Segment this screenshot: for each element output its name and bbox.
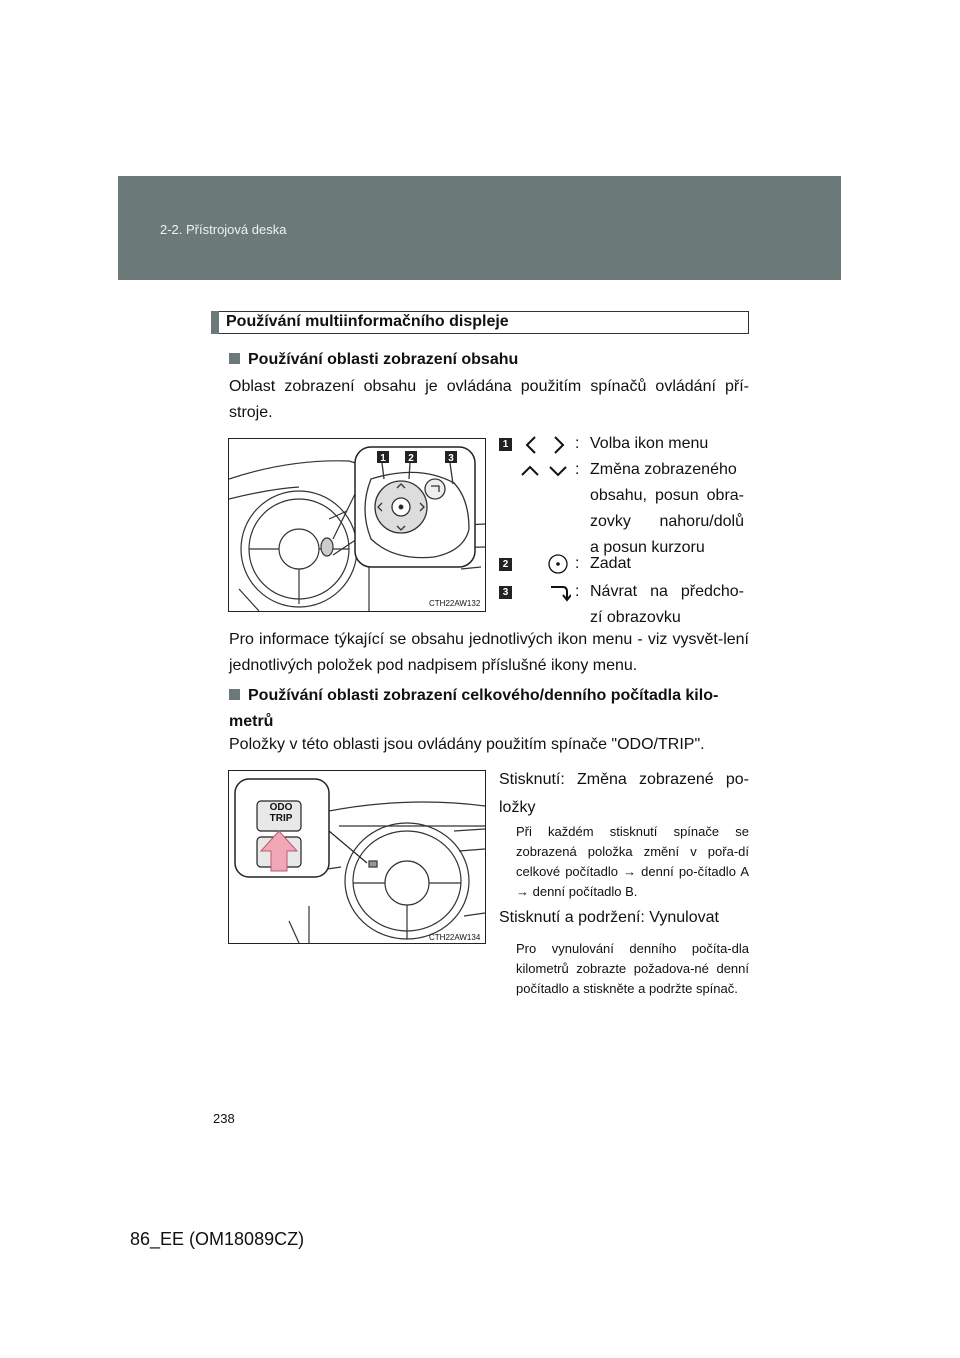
item-colon: :	[575, 435, 580, 452]
item-colon: :	[575, 583, 580, 600]
item-colon: :	[575, 461, 580, 478]
item-1	[499, 431, 749, 457]
subsection-heading-2: Používání oblasti zobrazení celkového/denního počítadla kilo-metrů	[229, 687, 719, 730]
subsection-paragraph-2: Položky v této oblasti jsou ovládány použitím spínače "ODO/TRIP".	[229, 736, 705, 753]
svg-text:1: 1	[380, 453, 386, 464]
square-bullet-icon	[229, 353, 240, 364]
chapter-title: 2-2. Přístrojová deska	[160, 222, 287, 237]
hold-description: Stisknutí a podržení: Vynulovat	[499, 909, 719, 926]
item-3	[499, 579, 749, 631]
subsection-note-1: Pro informace týkající se obsahu jednotlivých ikon menu - viz vysvět-lení jednotlivých položek pod nadpisem příslušné ikony menu.	[229, 631, 749, 674]
figure-code: CTH22AW132	[429, 599, 481, 608]
odo-trip-button-label	[259, 802, 303, 824]
left-right-arrows-icon	[523, 435, 569, 455]
item-line: zí obrazovku	[590, 609, 681, 626]
item-text-lines	[590, 457, 744, 561]
item-text: Volba ikon menu	[590, 435, 709, 452]
back-arrow-icon	[547, 582, 571, 602]
item-line: zovky nahoru/dolů	[590, 513, 744, 530]
svg-text:2: 2	[408, 453, 414, 464]
item-2	[499, 551, 749, 577]
svg-text:3: 3	[448, 453, 454, 464]
item-text-lines	[590, 579, 744, 631]
item-line: Návrat na předcho-	[590, 583, 744, 600]
item-line: a posun kurzoru	[590, 539, 705, 556]
item-colon: :	[575, 555, 580, 572]
section-title: Používání multiinformačního displeje	[226, 313, 509, 330]
hold-note: Pro vynulování denního počíta-dla kilometrů zobrazte požadova-né denní počítadlo a stiskněte a podržte spínač.	[516, 941, 749, 996]
item-1b	[499, 457, 749, 561]
odo-trip-illustration	[229, 771, 485, 943]
subsection-heading-1: Používání oblasti zobrazení obsahu	[229, 351, 749, 369]
item-text: Zadat	[590, 555, 631, 572]
item-number-badge: 2	[499, 558, 512, 571]
item-line: Změna zobrazeného	[590, 461, 737, 478]
figure-odo-trip-switch	[228, 770, 486, 944]
item-number-badge: 3	[499, 586, 512, 599]
steering-wheel-illustration	[229, 439, 485, 611]
subsection-paragraph-1: Oblast zobrazení obsahu je ovládána použitím spínačů ovládání pří-stroje.	[229, 378, 749, 421]
document-code: 86_EE (OM18089CZ)	[130, 1229, 305, 1249]
figure-code: CTH22AW134	[429, 933, 481, 942]
section-title-accent	[211, 311, 219, 334]
press-description: Stisknutí: Změna zobrazené po-ložky	[499, 771, 749, 816]
page-number: 238	[213, 1111, 235, 1126]
odo-label: ODO	[269, 802, 293, 813]
item-number-badge: 1	[499, 438, 512, 451]
enter-dot-icon	[547, 553, 569, 575]
press-note: Při každém stisknutí spínače se zobrazená položka změní v pořa-dí celkové počítadlo → denní po-čítadlo A → denní počítadlo B.	[516, 824, 749, 899]
square-bullet-icon	[229, 689, 240, 700]
up-down-arrows-icon	[519, 463, 571, 479]
item-line: obsahu, posun obra-	[590, 487, 744, 504]
figure-steering-switches	[228, 438, 486, 612]
trip-label: TRIP	[269, 813, 293, 824]
